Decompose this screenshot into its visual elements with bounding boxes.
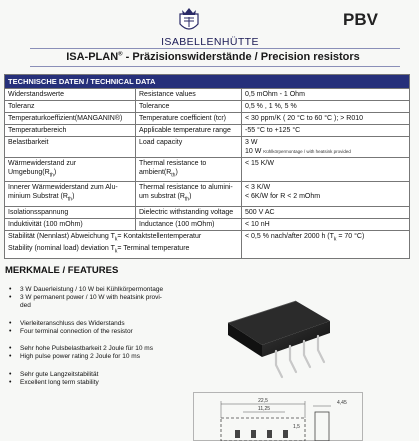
subscript: k [114,248,118,255]
cell-de: Belastbarkeit [5,137,136,158]
crest-logo-icon [176,6,202,36]
table-row [5,101,410,113]
text: < 0,5 % nach/after 2000 h (T [245,232,334,240]
bullet-icon: • [9,345,12,352]
features-title: MERKMALE / FEATURES [5,265,119,276]
cell-line [139,192,238,204]
brand-name: ISABELLENHÜTTE [161,36,259,48]
dimension-drawing [193,392,363,441]
feature-line: Vierleiteranschluss des Widerstands [20,320,125,327]
cell-de [5,182,136,206]
cell-line: Innerer Wärmewiderstand zum Alu- [8,184,118,192]
text: = 70 °C) [336,232,365,240]
title-rule-bottom [30,66,400,67]
cell-line: Thermal resistance to alumini- [139,184,233,192]
feature-line: Sehr gute Langzeitstabilität [20,371,99,378]
table-row-stability [5,230,410,258]
cell-en [136,182,242,206]
table-row [5,206,410,218]
cell-value [242,230,410,258]
cell-de [5,158,136,182]
subtitle-product-line: ISA-PLAN [66,51,119,63]
bullet-icon: • [9,353,12,360]
subscript: k [333,236,337,243]
text: ) [72,193,75,201]
dimension-label: 4,45 [337,400,347,406]
text: = Terminal temperature [117,245,190,253]
cell-de: Widerstandswerte [5,89,136,101]
feature-line: ded [20,302,31,309]
cell-value [242,137,410,158]
cell-value [242,182,410,206]
text: Stabilität (Nennlast) Abweichung T [8,232,115,240]
cell-de: Temperaturbereich [5,125,136,137]
cell-de: Induktivität (100 mOhm) [5,218,136,230]
text: ambient(R [139,169,172,176]
cell-en: Resistance values [136,89,242,101]
bullet-icon: • [9,379,12,386]
subscript: th [67,196,73,203]
text: ) [175,169,178,176]
cell-line [8,168,132,180]
subscript: k [114,236,118,243]
subtitle-text: - Präzisionswiderstände / Precision resistors [122,51,360,63]
table-row [5,89,410,101]
title-rule-top [30,48,400,49]
feature-line: 3 W permanent power / 10 W with heatsink provi- [20,294,162,301]
product-code: PBV [343,10,378,29]
value-note: Kühlkörpermontage / with heatsink provided [263,149,351,154]
technical-data-table [4,74,410,259]
bullet-icon: • [9,371,12,378]
cell-value: < 10 nH [242,218,410,230]
cell-value: -55 °C to +125 °C [242,125,410,137]
cell-en: Temperature coefficient (tcr) [136,113,242,125]
cell-en: Dielectric withstanding voltage [136,206,242,218]
cell-value: 0,5 mOhm - 1 Ohm [242,89,410,101]
subscript: th [49,172,54,179]
cell-line [8,192,132,204]
feature-line: High pulse power rating 2 Joule for 10 ms [20,353,140,360]
cell-value: 500 V AC [242,206,410,218]
cell-value: < 30 ppm/K ( 20 °C to 60 °C ); > R010 [242,113,410,125]
bullet-icon: • [9,286,12,293]
cell-value: 0,5 % , 1 %, 5 % [242,101,410,113]
text: ) [189,193,192,201]
cell-line [8,244,238,256]
cell-en: Inductance (100 mOhm) [136,218,242,230]
text: ) [53,169,57,176]
resistor-photo [218,293,338,385]
document-subtitle [28,51,398,63]
feature-line: Excellent long term stability [20,379,99,386]
bullet-icon: • [9,320,12,327]
cell-line: Thermal resistance to [139,160,207,167]
subscript: th [171,172,176,179]
bullet-icon: • [9,294,12,301]
dimension-label: 11,25 [257,406,271,412]
dimension-label: 22,5 [258,398,268,404]
cell-de: Temperaturkoeffizient(MANGANIN®) [5,113,136,125]
cell-en: Applicable temperature range [136,125,242,137]
cell-de: Toleranz [5,101,136,113]
value-main: 10 W [245,148,262,155]
cell-stability-label [5,230,242,258]
text: um substrat (R [139,193,185,201]
feature-line: Four terminal connection of the resistor [20,328,133,335]
table-heading: TECHNISCHE DATEN / TECHNICAL DATA [5,75,410,89]
text: minium Substrat (R [8,193,68,201]
subscript: th [184,196,190,203]
cell-line: Wärmewiderstand zur [8,160,77,167]
table-row [5,137,410,158]
bullet-icon: • [9,328,12,335]
value-line: < 6K/W for R < 2 mOhm [245,193,321,201]
value-line [245,147,406,156]
feature-line: Sehr hohe Pulsbelastbarkeit 2 Joule für 10 ms [20,345,153,352]
feature-line: 3 W Dauerleistung / 10 W bei Kühlkörpermontage [20,286,164,293]
value-line: 3 W [245,139,258,146]
table-row [5,125,410,137]
table-heading-row [5,75,410,89]
table-row [5,182,410,206]
cell-line [8,232,238,244]
cell-value: < 15 K/W [242,158,410,182]
table-row [5,158,410,182]
text: Stability (nominal load) deviation T [8,245,115,253]
cell-de: Isolationsspannung [5,206,136,218]
cell-en: Tolerance [136,101,242,113]
table-row [5,218,410,230]
text: = Kontaktstellentemperatur [117,232,202,240]
subtitle-registered-mark: ® [118,51,123,58]
value-line: < 3 K/W [245,184,271,192]
dimension-label: 1,5 [293,424,300,430]
cell-line [139,168,238,180]
cell-en [136,158,242,182]
cell-en: Load capacity [136,137,242,158]
text: Umgebung(R [8,169,50,176]
table-row [5,113,410,125]
